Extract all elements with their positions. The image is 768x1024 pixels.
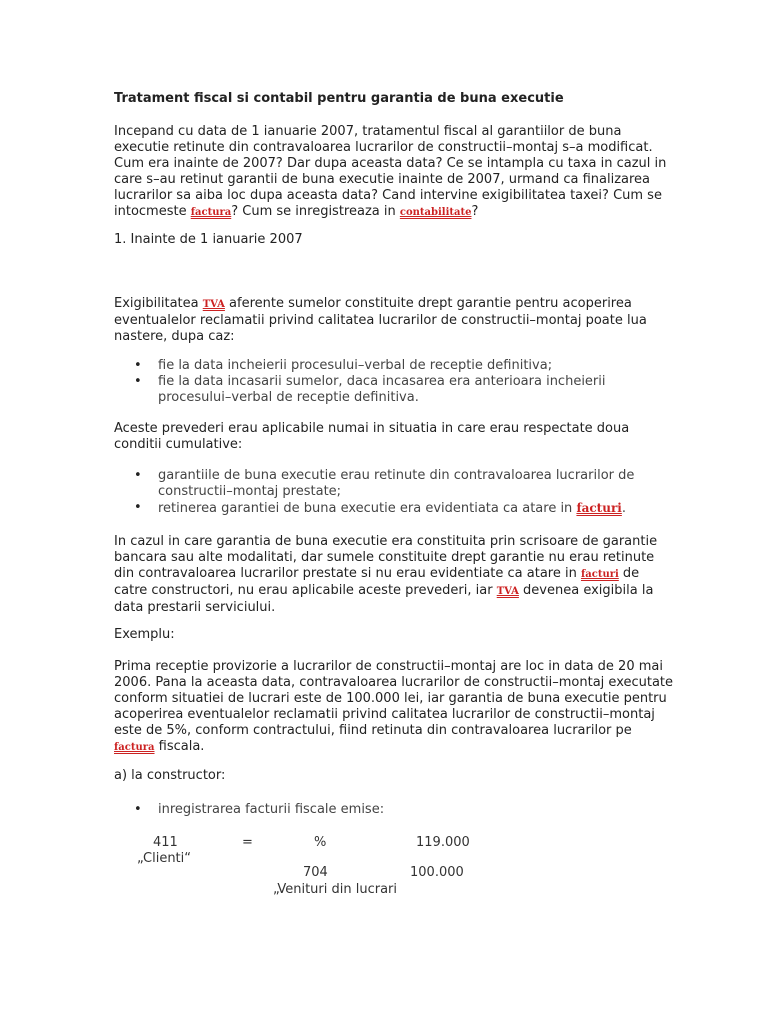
- bullet-icon: •: [134, 500, 142, 515]
- bullet-icon: •: [134, 468, 142, 483]
- para4-text-c: devenea exigibila la data prestarii serviciului.: [114, 583, 654, 615]
- link-contabilitate[interactable]: contabilitate: [399, 207, 472, 218]
- list-item: [114, 500, 674, 517]
- para4-text-b: de catre constructori, nu erau aplicabile aceste prevederi, iar: [114, 566, 640, 598]
- credit-amount: 100.000: [410, 865, 464, 880]
- list-item-text: retinerea garantiei de buna executie era evidentiata ca atare in: [158, 501, 577, 516]
- link-facturi[interactable]: facturi: [580, 569, 619, 580]
- constructor-list: [114, 802, 674, 818]
- debit-account: 411: [153, 835, 178, 850]
- bullet-icon: •: [134, 358, 142, 373]
- link-factura[interactable]: factura: [114, 742, 155, 753]
- intro-paragraph: [114, 124, 674, 221]
- link-tva[interactable]: TVA: [496, 586, 519, 597]
- bullet-icon: •: [134, 802, 142, 817]
- equals-sign: =: [242, 835, 253, 850]
- link-tva[interactable]: TVA: [202, 299, 225, 310]
- list-item: [114, 374, 674, 406]
- credit-account-name: „Venituri din lucrari: [273, 882, 398, 897]
- conditions-list: [114, 358, 674, 406]
- list-item-text: fie la data incasarii sumelor, daca incasarea era anterioara incheierii procesului–verbal de receptie definitiva.: [158, 374, 606, 405]
- constructor-heading: a) la constructor:: [114, 768, 226, 783]
- section-heading: 1. Inainte de 1 ianuarie 2007: [114, 232, 303, 247]
- provisions-paragraph: Aceste prevederi erau aplicabile numai in situatia in care erau respectate doua conditii cumulative:: [114, 421, 630, 452]
- document-title: Tratament fiscal si contabil pentru garantia de buna executie: [114, 91, 564, 106]
- credit-account: 704: [303, 865, 328, 880]
- exigibility-paragraph: [114, 296, 674, 345]
- list-item-text: garantiile de buna executie erau retinute din contravaloarea lucrarilor de constructii–montaj prestate;: [158, 468, 635, 499]
- intro-text-b: ? Cum se inregistreaza in: [231, 204, 400, 219]
- para6-text-a: Prima receptie provizorie a lucrarilor de constructii–montaj are loc in data de 20 mai 2006. Pana la aceasta data, contravaloarea lucrarilor de constructii–montaj executate conform situatiei de lucrari este de 100.000 lei, iar garantia de buna executie pentru acoperirea eventualelor reclamatii privind calitatea lucrarilor de constructii–montaj este de 5%, conform contractului, fiind retinuta din contravaloarea lucrarilor pe: [114, 659, 674, 738]
- intro-text-a: Incepand cu data de 1 ianuarie 2007, tratamentul fiscal al garantiilor de buna executie retinute din contravaloarea lucrarilor de constructii–montaj s–a modificat. Cum era inainte de 2007? Dar dupa aceasta data? Ce se intampla cu taxa in cazul in care s–au retinut garantii de buna executie inainte de 2007, urmand ca finalizarea lucrarilor sa aiba loc dupa aceasta data? Cand intervine exigibilitatea taxei? Cum se intocmeste: [114, 124, 667, 219]
- para6-text-b: fiscala.: [154, 739, 205, 754]
- intro-text-c: ?: [471, 204, 479, 219]
- list-item-text: inregistrarea facturii fiscale emise:: [158, 802, 385, 817]
- bank-guarantee-paragraph: [114, 534, 674, 616]
- list-item-end: .: [621, 501, 626, 516]
- para2-text-b: aferente sumelor constituite drept garantie pentru acoperirea eventualelor reclamatii privind calitatea lucrarilor de constructii–montaj poate lua nastere, dupa caz:: [114, 296, 647, 344]
- list-item: [114, 802, 674, 818]
- cumulative-conditions-list: [114, 468, 674, 517]
- bullet-icon: •: [134, 374, 142, 389]
- list-item: [114, 358, 674, 374]
- percent-sign: %: [314, 835, 327, 850]
- list-item-text: fie la data incheierii procesului–verbal de receptie definitiva;: [158, 358, 553, 373]
- example-paragraph: [114, 659, 674, 756]
- para2-text-a: Exigibilitatea: [114, 296, 203, 311]
- link-facturi[interactable]: facturi: [576, 501, 622, 515]
- link-factura[interactable]: factura: [190, 207, 232, 218]
- para4-text-a: In cazul in care garantia de buna executie era constituita prin scrisoare de garantie bancara sau alte modalitati, dar sumele constituite drept garantie nu erau retinute din contravaloarea lucrarilor prestate si nu erau evidentiate ca atare in: [114, 534, 658, 581]
- debit-account-name: „Clienti“: [137, 851, 192, 866]
- list-item: [114, 468, 674, 500]
- total-amount: 119.000: [416, 835, 470, 850]
- example-heading: Exemplu:: [114, 627, 175, 642]
